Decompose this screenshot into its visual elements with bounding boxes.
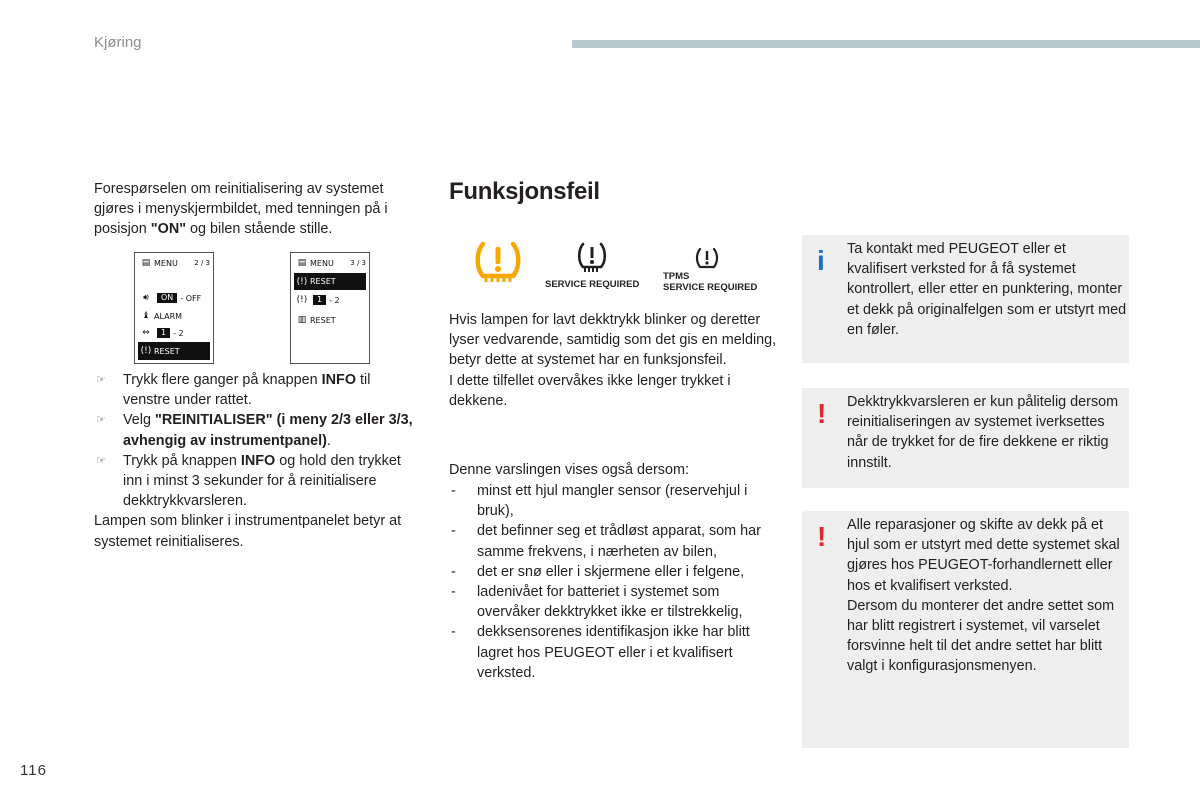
tire-pressure-service-icon xyxy=(575,240,609,274)
cases-list xyxy=(449,481,779,683)
header-bar xyxy=(572,40,1200,48)
warning-note: ! Alle reparasjoner og skifte av dekk på et hjul som er utstyrt med dette systemet skal gjøres hos PEUGEOT-forhandlernett eller hos et kvalifisert verksted. Dersom du monterer det andre settet som har blitt registrert i systemet, vil varselet forsvinne helt til det andre settet har blitt valgt i konfigurasjonsmenyen. xyxy=(802,511,1129,748)
menu-header: ▤ MENU 2 / 3 xyxy=(138,255,210,271)
tpms-icon: (!) xyxy=(140,346,152,356)
menu-screen-3-3 xyxy=(290,252,370,364)
case-item: - det er snø eller i skjermene eller i felgene, xyxy=(451,563,745,580)
case-item: - ladenivået for batteriet i systemet som overvåker dekktrykket ikke er tilstrekkelig, xyxy=(451,584,743,621)
tpms-icon: (!) xyxy=(296,276,308,287)
menu-row-service-reset: ▥ RESET xyxy=(294,312,366,328)
warning-icons xyxy=(449,236,779,296)
step-item: ☞ Velg "REINITIALISER" (i meny 2/3 eller 3/3, avhengig av instrumentpanel). xyxy=(96,412,413,449)
tpms-label: TPMS xyxy=(663,271,690,282)
menu-row-reset-selected: (!) RESET xyxy=(138,342,210,360)
menu-screen-2-3 xyxy=(134,252,214,364)
speaker-icon: 🔊︎ xyxy=(143,293,149,303)
arrows-icon: ⇔ xyxy=(142,328,150,338)
page-number: 116 xyxy=(20,762,47,779)
case-item: - dekksensorenes identifikasjon ikke har blitt lagret hos PEUGEOT eller i et kvalifisert verksted. xyxy=(451,624,750,681)
step-item: ☞ Trykk flere ganger på knappen INFO til venstre under rattet. xyxy=(96,372,371,409)
bullet-icon: ☞ xyxy=(96,454,106,467)
case-item: - det befinner seg et trådløst apparat, som har samme frekvens, i nærheten av bilen, xyxy=(451,523,761,560)
menu-row-alarm: ♝ ALARM xyxy=(138,308,210,324)
case-item: - minst ett hjul mangler sensor (reservehjul i bruk), xyxy=(451,483,748,520)
info-note: i Ta kontakt med PEUGEOT eller et kvalifisert verksted for å få systemet kontrollert, eller etter en punktering, monter et dekk på originalfelgen som er utstyrt med en føler. xyxy=(802,235,1129,363)
info-icon: i xyxy=(817,245,825,276)
service-required-label: SERVICE REQUIRED xyxy=(545,279,640,290)
alarm-icon: ♝ xyxy=(141,311,151,321)
warning-note: ! Dekktrykkvarsleren er kun pålitelig dersom reinitialiseringen av systemet iverksettes når de trykket for de fire dekkene er riktig innstilt. xyxy=(802,388,1129,488)
menu-row-speaker: 🔊︎ ON - OFF xyxy=(138,290,210,306)
running-header: Kjøring xyxy=(94,34,142,51)
bullet-icon: ☞ xyxy=(96,414,106,427)
section-title: Funksjonsfeil xyxy=(449,178,600,205)
exclamation-icon: ! xyxy=(817,521,827,552)
tpms-service-required-label: SERVICE REQUIRED xyxy=(663,282,758,293)
bullet-icon: ☞ xyxy=(96,374,106,386)
cases-intro: Denne varslingen vises også dersom: xyxy=(449,462,689,478)
menu-row-tpms-reset-selected: (!) RESET xyxy=(294,273,366,290)
tire-pressure-warning-icon xyxy=(473,238,523,286)
tpms-service-icon xyxy=(693,246,721,272)
tpms-icon: (!) xyxy=(296,295,308,305)
step-item: ☞ Trykk på knappen INFO og hold den trykket inn i minst 3 sekunder for å reinitialisere dekktrykkvarsleren. xyxy=(96,452,401,510)
menu-row-tpms-select: (!) 1 - 2 xyxy=(294,292,366,308)
exclamation-icon: ! xyxy=(817,398,827,429)
menu-header: ▤ MENU 3 / 3 xyxy=(294,255,366,271)
intro-paragraph: Forespørselen om reinitialisering av systemet gjøres i menyskjermbildet, med tenningen på i posisjon "ON" og bilen stående stille. xyxy=(94,181,388,238)
menu-icon: ▤ xyxy=(297,258,307,268)
menu-row-arrows: ⇔ 1 - 2 xyxy=(138,325,210,341)
service-icon: ▥ xyxy=(297,315,307,325)
menu-icon: ▤ xyxy=(141,258,151,268)
lamp-blink-text: Lampen som blinker i instrumentpanelet betyr at systemet reinitialiseres. xyxy=(94,513,402,550)
steps-list xyxy=(94,370,419,552)
malfunction-paragraph: Hvis lampen for lavt dekktrykk blinker og deretter lyser vedvarende, samtidig som det gis en melding, betyr dette at systemet har en funksjonsfeil. I dette tilfellet overvåkes ikke lenger trykket i dekkene. xyxy=(449,312,777,409)
